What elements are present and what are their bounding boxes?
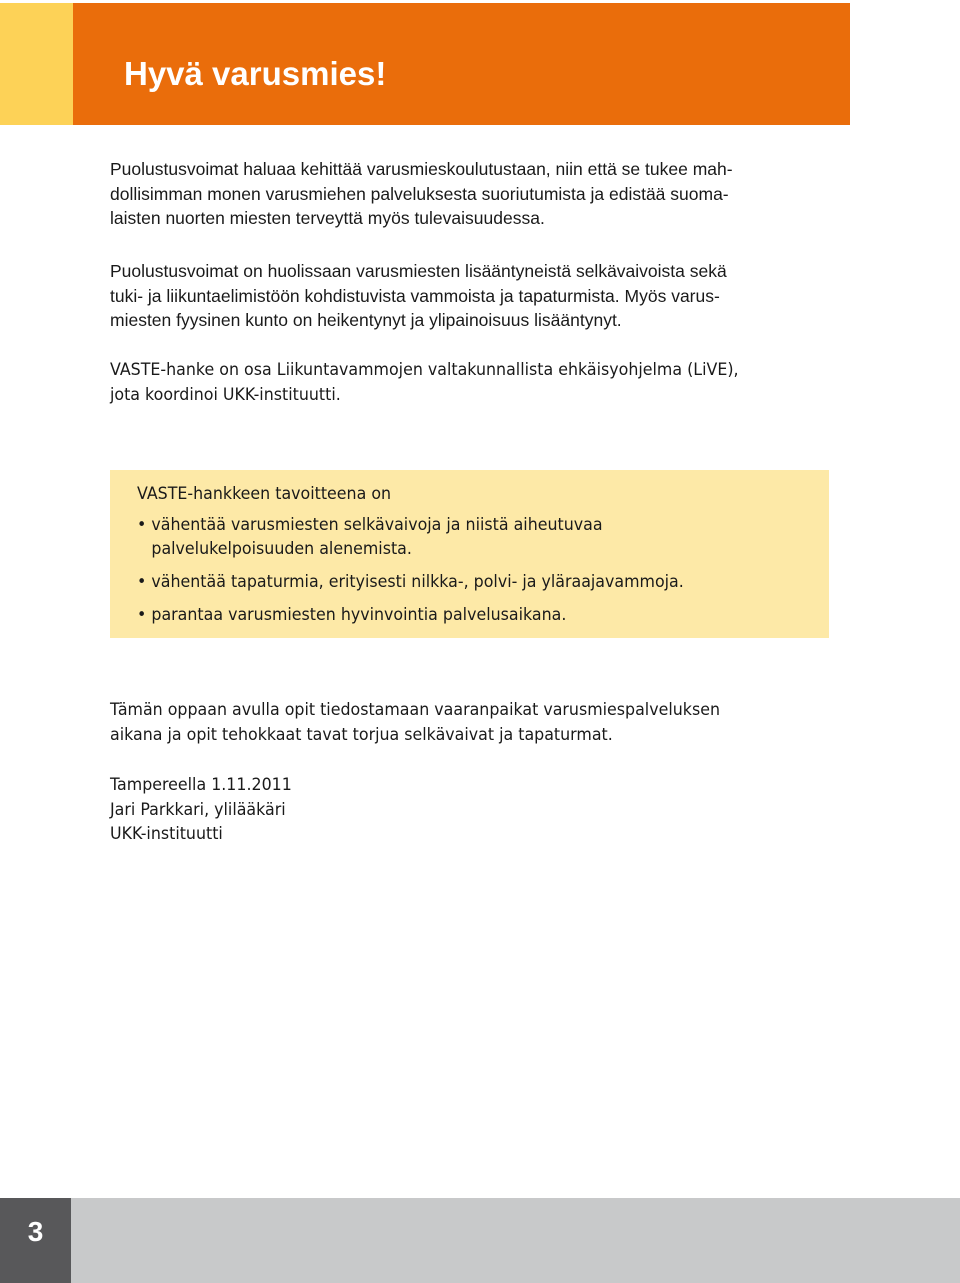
goals-box (110, 470, 829, 638)
closing-line: Tämän oppaan avulla opit tiedostamaan vaaranpaikat varusmiespalveluksen (110, 700, 720, 719)
project-paragraph (110, 358, 801, 407)
signature-name: Jari Parkkari, ylilääkäri (110, 799, 286, 819)
header-side-block (0, 3, 73, 125)
goal-item (137, 603, 790, 627)
goals-intro: VASTE-hankkeen tavoitteena on (137, 484, 392, 503)
goal-line: vähentää tapaturmia, erityisesti nilkka-, polvi- ja yläraajavammoja. (151, 572, 684, 591)
concern-line: Puolustusvoimat on huolissaan varusmiesten lisääntyneistä selkävaivoista sekä (110, 261, 727, 281)
closing-line: aikana ja opit tehokkaat tavat torjua selkävaivat ja tapaturmat. (110, 724, 613, 744)
signature-org: UKK-instituutti (110, 824, 223, 843)
page-number (0, 1198, 71, 1283)
goal-line: palvelukelpoisuuden alenemista. (151, 539, 412, 558)
signature-place-date: Tampereella 1.11.2011 (110, 775, 292, 794)
bullet-icon: • (137, 605, 147, 624)
page-number-text: 3 (27, 1216, 44, 1247)
goal-line: parantaa varusmiesten hyvinvointia palvelusaikana. (151, 605, 567, 624)
intro-line: dollisimman monen varusmiehen palveluksesta suoriutumista ja edistää suoma- (110, 183, 729, 204)
closing-paragraph (110, 698, 801, 747)
goal-item (137, 513, 790, 561)
page-title: Hyvä varusmies! (124, 55, 387, 92)
bullet-icon: • (137, 572, 147, 591)
concern-line: tuki- ja liikuntaelimistöön kohdistuvista vammoista ja tapaturmista. Myös varus- (110, 285, 720, 306)
intro-line: Puolustusvoimat haluaa kehittää varusmieskoulutustaan, niin että se tukee mah- (110, 159, 733, 179)
concern-paragraph (110, 259, 830, 333)
intro-paragraph (110, 157, 830, 231)
signature-block (110, 773, 801, 847)
footer-bar (0, 1198, 960, 1283)
goal-item (137, 570, 790, 594)
intro-line: laisten nuorten miesten terveyttä myös tulevaisuudessa. (110, 208, 545, 228)
bullet-icon: • (137, 515, 147, 534)
goals-list (137, 513, 817, 636)
project-line: jota koordinoi UKK-instituutti. (110, 384, 341, 404)
goal-line: vähentää varusmiesten selkävaivoja ja niistä aiheutuvaa (151, 515, 603, 534)
project-line: VASTE-hanke on osa Liikuntavammojen valtakunnallista ehkäisyohjelma (LiVE), (110, 360, 739, 379)
concern-line: miesten fyysinen kunto on heikentynyt ja ylipainoisuus lisääntynyt. (110, 310, 622, 330)
